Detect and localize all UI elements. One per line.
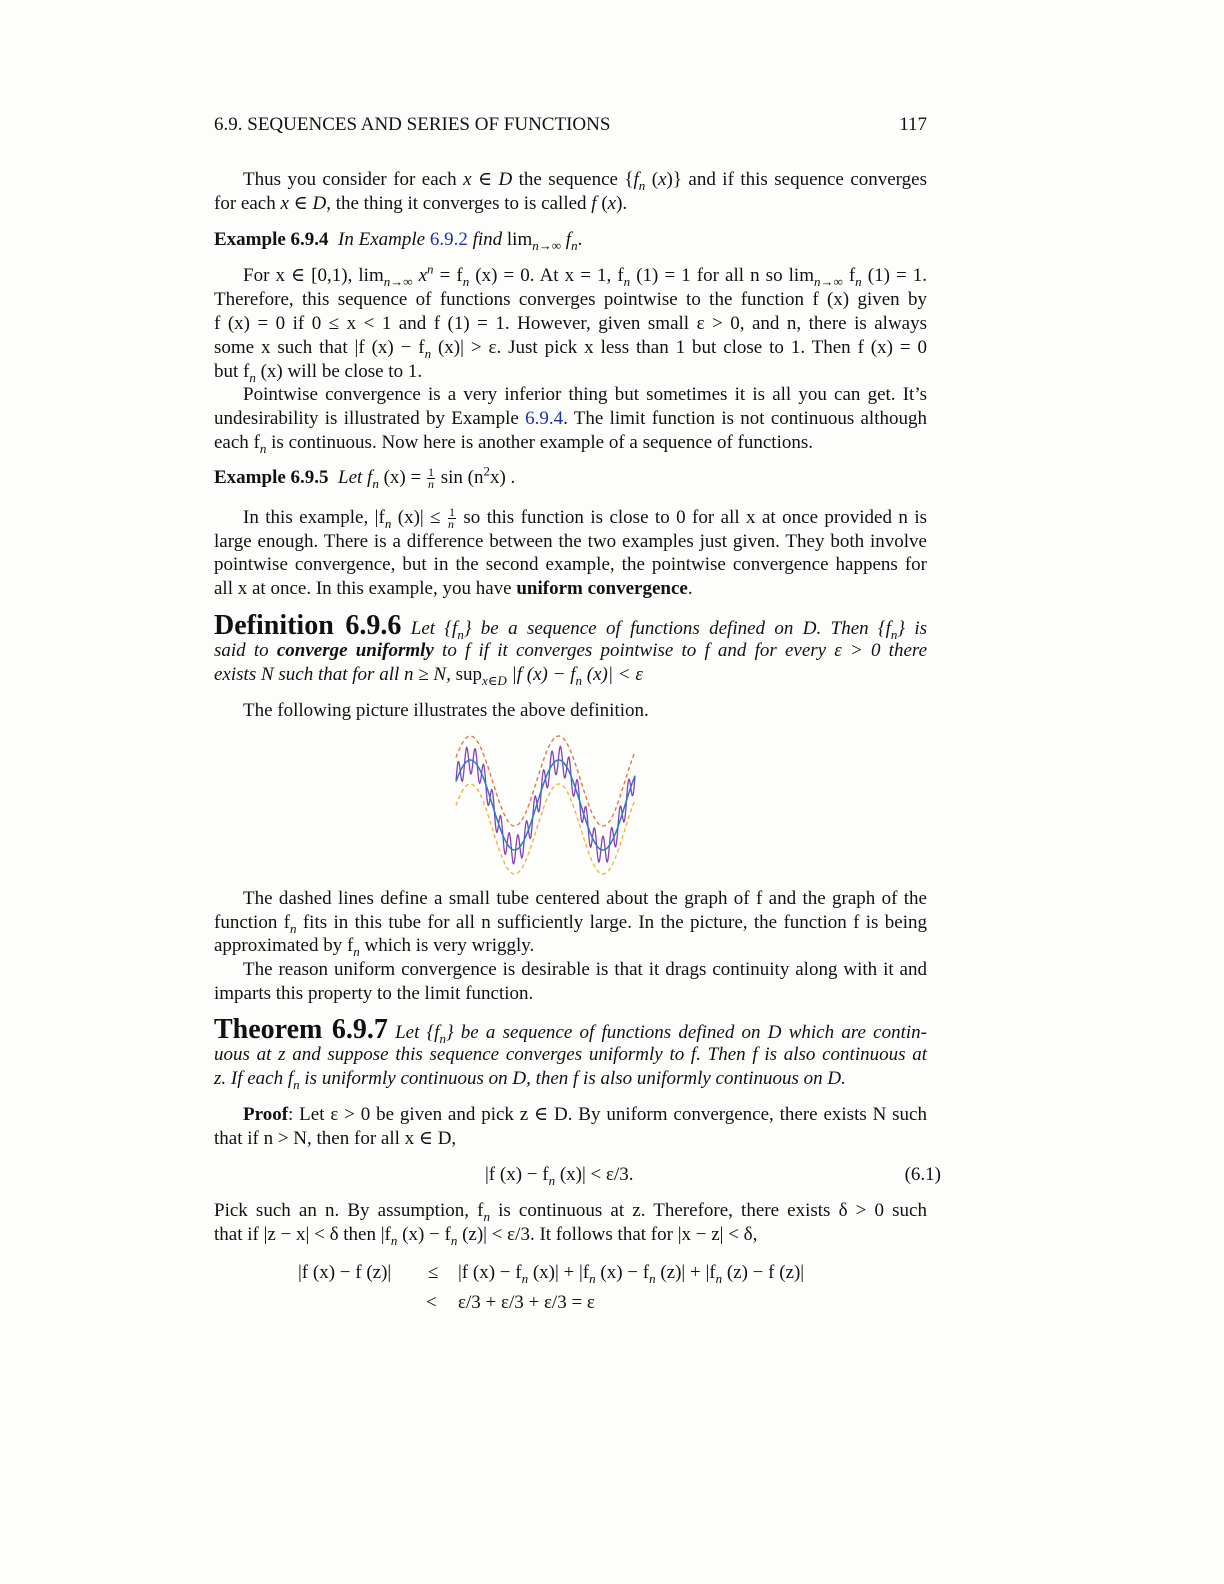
aligned-equation-row-1: |f (x) − f (z)| — [298, 1262, 392, 1283]
example-6-9-5: Example 6.9.5 Let $f_n$ (x) = $\frac{1}{n}$ $\sin (n^2x)$ . — [214, 463, 516, 492]
definition-label: Definition 6.9.6 — [214, 610, 402, 641]
paragraph-2-line-4: some x such that |f $(x) - f_n$ (x)| > ε. Just pick x less than 1 but close to 1. Then f (x) = 0 — [214, 337, 927, 361]
paragraph-2-line-5: but $f_n$ (x) will be close to 1. — [214, 361, 423, 385]
definition-6-9-6-line-3: exists N such that for all n ≥ N, sup$_{x\in D}$ |f $(x) - f_n$ (x)| < ε — [214, 664, 643, 688]
paragraph-4-line-4: all x at once. In this example, you have uniform convergence. — [214, 578, 693, 599]
paragraph-3-line-3: each $f_n$ is continuous. Now here is another example of a sequence of functions. — [214, 432, 814, 456]
aligned-equation-rhs-2: ε/3 + ε/3 + ε/3 = ε — [458, 1292, 595, 1313]
paragraph-3-line-2: undesirability is illustrated by Example 6.9.4. The limit function is not continuous although — [214, 408, 927, 429]
equation-number: (6.1) — [904, 1164, 941, 1185]
paragraph-2-line-3: f (x) = 0 if 0 ≤ x < 1 and f (1) = 1. However, given small ε > 0, and n, there is always — [214, 313, 927, 334]
theorem-6-9-7-line-3: z. If each $f_n$ is uniformly continuous on D, then f is also uniformly continuous on D. — [214, 1068, 846, 1092]
page-number: 117 — [899, 114, 927, 135]
example-label: Example 6.9.4 — [214, 229, 329, 250]
paragraph-1-line-2: for each x ∈ D, the thing it converges to is called f (x). — [214, 193, 628, 214]
proof-line-3: Pick such an n. By assumption, $f_n$ is continuous at z. Therefore, there exists δ > 0 such — [214, 1200, 927, 1224]
example-label: Example 6.9.5 — [214, 467, 329, 488]
proof-label: Proof — [243, 1104, 289, 1125]
proof-line-1: Proof: Let ε > 0 be given and pick z ∈ D. By uniform convergence, there exists N such — [243, 1104, 927, 1125]
paragraph-6-line-2: function $f_n$ fits in this tube for all n sufficiently large. In the picture, the function f is being — [214, 912, 927, 936]
relation-le: ≤ — [428, 1262, 439, 1283]
paragraph-6-line-3: approximated by $f_n$ which is very wriggly. — [214, 935, 535, 959]
paragraph-6-line-1: The dashed lines define a small tube centered about the graph of f and the graph of the — [243, 888, 927, 909]
paragraph-4-line-1: In this example, $|f_n$ (x)| ≤ $\frac{1}{n}$ so this function is close to 0 for all x at once provided n is — [243, 505, 927, 532]
f-limit-curve — [456, 760, 635, 850]
paragraph-2-line-1: For x ∈ [0,1), $\lim_{n\to\infty} x^n = f_n$ (x) = 0. At x = 1, $f_n$ (1) = 1 for all n so $\lim_{n\to\infty} f_n$ (1) = 1. — [243, 261, 928, 289]
fraction: $\frac{1}{n}$ — [447, 505, 455, 532]
example-ref-link[interactable]: 6.9.2 — [429, 229, 468, 250]
paragraph-4-line-2: large enough. There is a difference between the two examples just given. They both involve — [214, 531, 927, 552]
definition-6-9-6-line-2: said to converge uniformly to f if it converges pointwise to f and for every ε > 0 there — [214, 640, 928, 661]
aligned-equation-rhs-1: |f $(x) - f_n$ $(x)| + |f_n$ $(x) - f_n$ $(z)| + |f_n$ (z) − f (z)| — [458, 1262, 805, 1286]
uniform-convergence-figure — [448, 730, 643, 880]
running-header — [214, 113, 927, 137]
paragraph-4-line-3: pointwise convergence, but in the second example, the pointwise convergence happens for — [214, 554, 927, 575]
theorem-label: Theorem 6.9.7 — [214, 1014, 388, 1045]
definition-6-9-6-line-1: Definition 6.9.6 Let $\{f_n\}$ be a sequence of functions defined on D. Then $\{f_n\}$ is — [214, 610, 928, 642]
section-title: 6.9. SEQUENCES AND SERIES OF FUNCTIONS — [214, 114, 611, 135]
fraction: $\frac{1}{n}$ — [427, 465, 434, 492]
paragraph-2-line-2: Therefore, this sequence of functions converges pointwise to the function f (x) given by — [214, 289, 927, 310]
example-ref-link[interactable]: 6.9.4 — [525, 408, 564, 429]
theorem-6-9-7-line-1: Theorem 6.9.7 Let $\{f_n\}$ be a sequence of functions defined on D which are contin- — [214, 1014, 928, 1046]
proof-line-2: that if n > N, then for all x ∈ D, — [214, 1128, 457, 1149]
paragraph-1-line-1: Thus you consider for each x ∈ D the sequence {$f_n$ (x)} and if this sequence converges — [243, 169, 927, 193]
proof-line-4: that if |z − x| < δ then $|f_n$ $(x) - f_n$ (z)| < ε/3. It follows that for |x − z| < δ, — [214, 1224, 758, 1248]
paragraph-3-line-1: Pointwise convergence is a very inferior thing but sometimes it is all you can get. It’s — [243, 384, 927, 405]
paragraph-7-line-2: imparts this property to the limit function. — [214, 983, 534, 1004]
paragraph-7-line-1: The reason uniform convergence is desirable is that it drags continuity along with it and — [243, 959, 927, 980]
theorem-6-9-7-line-2: uous at z and suppose this sequence converges uniformly to f. Then f is also continuous at — [214, 1044, 927, 1065]
relation-lt: < — [426, 1292, 437, 1313]
paragraph-5: The following picture illustrates the above definition. — [243, 700, 649, 721]
example-6-9-4: Example 6.9.4 In Example 6.9.2 find $\lim_{n\to\infty} f_n$. — [214, 229, 583, 253]
